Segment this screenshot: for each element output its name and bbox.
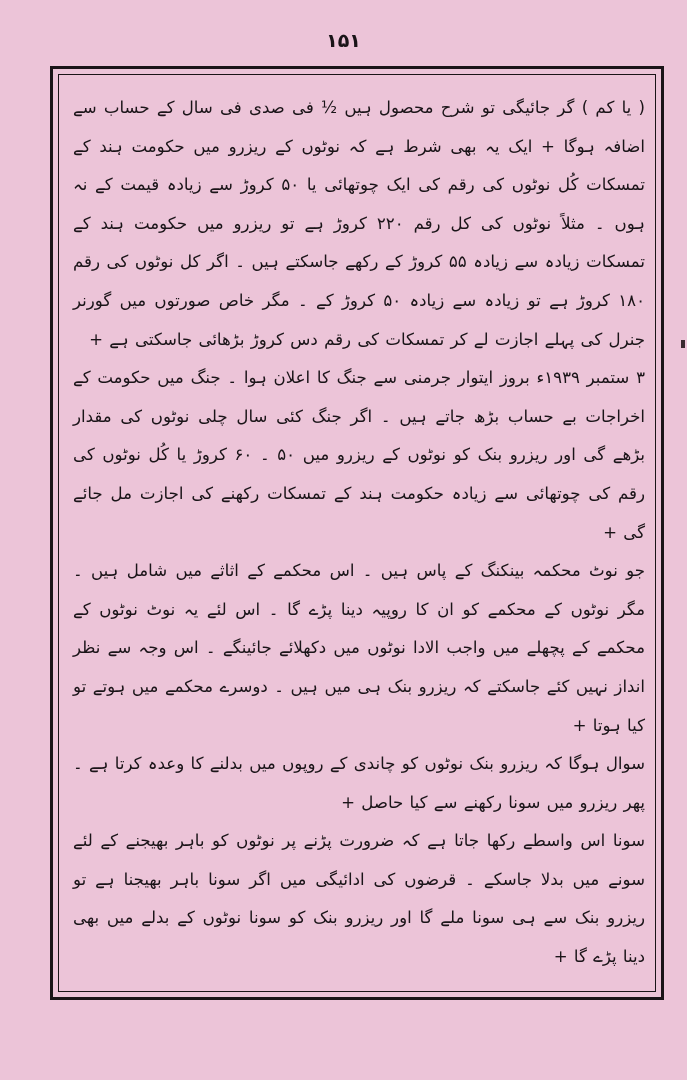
paragraph-tax-and-securities: ( یا کم ) گر جائیگی تو شرح محصول ہیں ½ فی صدی فی سال کے حساب سے اضافہ ہوگا + ایک یہ بھی شرط ہے کہ نوٹوں کے ریزرو میں حکومت ہند کے تمسکات کُل نوٹوں کی رقم کی ایک چوتھائی یا ۵۰ کروڑ سے زیادہ قیمت کے نہ ہوں ۔ مثلاً نوٹوں کی کل رقم ۲۲۰ کروڑ ہے تو ریزرو میں حکومت ہند کے تمسکات زیادہ سے زیادہ ۵۵ کروڑ کے رکھے جاسکتے ہیں ۔ اگر کل نوٹوں کی رقم ۱۸۰ کروڑ ہے تو زیادہ سے زیادہ ۵۰ کروڑ کے ۔ مگر خاص صورتوں میں گورنر جنرل کی پہلے اجازت لے کر تمسکات کی رقم دس کروڑ بڑھائی جاسکتی ہے + (73, 98, 646, 349)
paragraph-banking-department: جو نوٹ محکمہ بینکنگ کے پاس ہیں ۔ اس محکمے کے اثاثے میں شامل ہیں ۔ مگر نوٹوں کے محکمے کو ان کا روپیہ دینا پڑے گا ۔ اس لئے یہ نوٹ نوٹوں کے محکمے کے پچھلے میں واجب الادا نوٹوں میں دکھلائے جائینگے ۔ اس وجہ سے نظر انداز نہیں کئے جاسکتے کہ ریزرو بنک ہی میں ہیں ۔ دوسرے محکمے میں ہوتے تو کیا ہوتا + (73, 561, 645, 735)
body-text (73, 89, 645, 977)
page-edge-mark (681, 340, 685, 348)
paragraph-question: سوال ہوگا کہ ریزرو بنک نوٹوں کو چاندی کے روپوں میں بدلنے کا وعدہ کرتا ہے ۔ پھر ریزرو میں سونا رکھنے سے کیا حاصل + (73, 754, 645, 812)
paragraph-war-declaration: ۳ ستمبر ۱۹۳۹ء بروز ایتوار جرمنی سے جنگ کا اعلان ہوا ۔ جنگ میں حکومت کے اخراجات بے حساب بڑھ جاتے ہیں ۔ اگر جنگ کئی سال چلی نوٹوں کی مقدار بڑھے گی اور ریزرو بنک کو نوٹوں کے ریزرو میں ۵۰ ۔ ۶۰ کروڑ یا کُل نوٹوں کی رقم کی چوتھائی سے زیادہ حکومت ہند کے تمسکات رکھنے کی اجازت مل جائے گی + (73, 368, 645, 542)
paragraph-gold-answer: سونا اس واسطے رکھا جاتا ہے کہ ضرورت پڑنے پر نوٹوں کو باہر بھیجنے کے لئے سونے میں بدلا جاسکے ۔ قرضوں کی ادائیگی میں اگر سونا باہر بھیجنا ہے تو ریزرو بنک سے ہی سونا ملے گا اور ریزرو بنک کو سونا نوٹوں کے بدلے میں بھی دینا پڑے گا + (73, 831, 645, 967)
page-border-inner (58, 74, 656, 992)
page-number: ۱۵۱ (326, 30, 361, 52)
